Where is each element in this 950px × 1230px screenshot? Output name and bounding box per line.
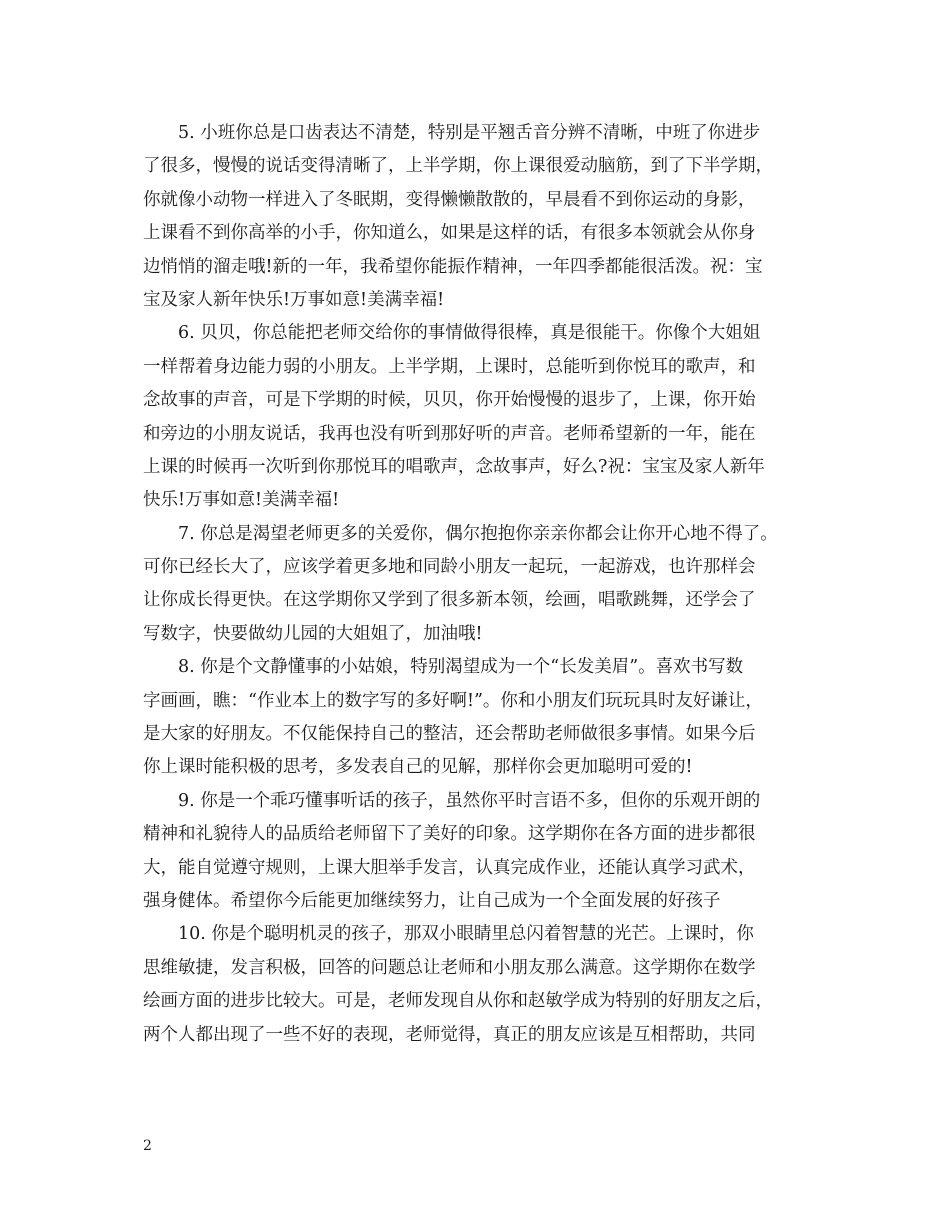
- text-line: 7. 你总是渴望老师更多的关爱你，偶尔抱抱你亲亲你都会让你开心地不得了。: [178, 523, 778, 544]
- text-line: 和旁边的小朋友说话，我再也没有听到那好听的声音。老师希望新的一年，能在: [143, 423, 756, 444]
- text-line: 你就像小动物一样进入了冬眠期，变得懒懒散散的，早晨看不到你运动的身影，: [143, 189, 756, 210]
- text-line: 一样帮着身边能力弱的小朋友。上半学期，上课时，总能听到你悦耳的歌声，和: [143, 356, 756, 377]
- text-line: 写数字，快要做幼儿园的大姐姐了，加油哦!: [143, 623, 483, 644]
- text-line: 两个人都出现了一些不好的表现，老师觉得，真正的朋友应该是互相帮助，共同: [143, 1024, 756, 1045]
- paragraph-5: [143, 785, 813, 919]
- text-line: 念故事的声音，可是下学期的时候，贝贝，你开始慢慢的退步了，上课，你开始: [143, 390, 756, 411]
- text-line: 5. 小班你总是口齿表达不清楚，特别是平翘舌音分辨不清晰，中班了你进步: [178, 123, 761, 143]
- text-line: 9. 你是一个乖巧懂事听话的孩子，虽然你平时言语不多，但你的乐观开朗的: [178, 790, 761, 811]
- text-line: 思维敏捷，发言积极，回答的问题总让老师和小朋友那么满意。这学期你在数学: [143, 957, 756, 978]
- text-line: 10. 你是个聪明机灵的孩子，那双小眼睛里总闪着智慧的光芒。上课时，你: [178, 924, 754, 945]
- text-line: 上课看不到你高举的小手，你知道么，如果是这样的话，有很多本领就会从你身: [143, 223, 756, 244]
- text-line: 了很多，慢慢的说话变得清晰了，上半学期，你上课很爱动脑筋，到了下半学期，: [143, 156, 773, 177]
- text-line: 大，能自觉遵守规则，上课大胆举手发言，认真完成作业，还能认真学习武术，: [143, 857, 756, 878]
- text-line: 你上课时能积极的思考，多发表自己的见解，那样你会更加聪明可爱的!: [143, 757, 693, 778]
- text-line: 可你已经长大了，应该学着更多地和同龄小朋友一起玩，一起游戏，也许那样会: [143, 557, 756, 578]
- page-number: 2: [143, 1138, 152, 1154]
- paragraph-4: [143, 651, 813, 785]
- text-line: 上课的时候再一次听到你那悦耳的唱歌声，念故事声，好么?祝：宝宝及家人新年: [143, 456, 765, 477]
- text-line: 绘画方面的进步比较大。可是，老师发现自从你和赵敏学成为特别的好朋友之后，: [143, 991, 773, 1012]
- text-line: 是大家的好朋友。不仅能保持自己的整洁，还会帮助老师做很多事情。如果今后: [143, 724, 756, 745]
- paragraph-2: [143, 317, 813, 517]
- paragraph-3: [143, 518, 813, 652]
- text-line: 快乐!万事如意!美满幸福!: [143, 490, 340, 511]
- text-line: 边悄悄的溜走哦!新的一年，我希望你能振作精神，一年四季都能很活泼。祝：宝: [143, 256, 763, 277]
- paragraph-6: [143, 918, 813, 1052]
- document-body: [143, 117, 813, 1052]
- paragraph-1: [143, 117, 813, 317]
- text-line: 精神和礼貌待人的品质给老师留下了美好的印象。这学期你在各方面的进步都很: [143, 824, 756, 845]
- text-line: 宝及家人新年快乐!万事如意!美满幸福!: [143, 289, 445, 310]
- text-line: 6. 贝贝，你总能把老师交给你的事情做得很棒，真是很能干。你像个大姐姐: [178, 323, 761, 344]
- text-line: 让你成长得更快。在这学期你又学到了很多新本领，绘画，唱歌跳舞，还学会了: [143, 590, 756, 611]
- text-line: 8. 你是个文静懂事的小姑娘，特别渴望成为一个“长发美眉”。喜欢书写数: [178, 657, 744, 678]
- text-line: 强身健体。希望你今后能更加继续努力，让自己成为一个全面发展的好孩子: [143, 890, 721, 911]
- text-line: 字画画，瞧：“作业本上的数字写的多好啊!”。你和小朋友们玩玩具时友好谦让，: [143, 690, 763, 711]
